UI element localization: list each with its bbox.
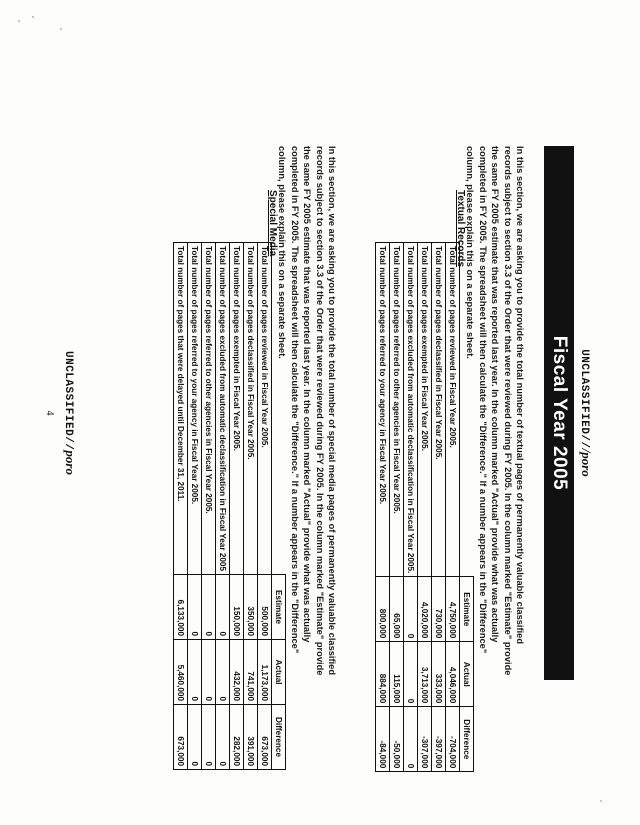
row-actual: 0 (202, 639, 216, 704)
table-row (376, 242, 390, 771)
row-estimate: 0 (188, 574, 202, 639)
page-title: Fiscal Year 2005 (544, 146, 574, 680)
row-label: Total number of pages referred to other agencies in Fiscal Year 2005. (390, 242, 404, 576)
scan-speckle (18, 20, 20, 22)
row-difference: 0 (188, 704, 202, 769)
table-row (230, 242, 244, 769)
row-actual: 0 (188, 639, 202, 704)
row-estimate: 730,000 (432, 576, 446, 641)
row-estimate: 65,000 (390, 576, 404, 641)
table-row (418, 242, 432, 771)
row-actual: 741,000 (244, 639, 258, 704)
classification-marking-top (578, 42, 594, 784)
row-estimate: 350,000 (244, 574, 258, 639)
row-difference: 673,000 (258, 704, 272, 769)
col-header-actual: Actual (460, 641, 474, 706)
row-actual: 5,460,000 (174, 639, 188, 704)
scan-speckle (600, 800, 602, 802)
row-label: Total number of pages reviewed in Fiscal Year 2005. (258, 242, 272, 574)
table-row (188, 242, 202, 769)
row-label: Total number of pages referred to other agencies in Fiscal Year 2005. (202, 242, 216, 574)
page-number: 4 (44, 410, 55, 415)
row-label: Total number of pages reviewed in Fiscal Year 2005. (446, 242, 460, 576)
row-estimate: 0 (404, 576, 418, 641)
table-row (446, 242, 460, 771)
col-header-difference: Difference (272, 704, 286, 769)
row-label: Total number of pages excluded from automatic declassification in Fiscal Year 2005 (216, 242, 230, 574)
table-row (404, 242, 418, 771)
row-label: Total number of pages exempted in Fiscal Year 2005. (230, 242, 244, 574)
document-body (40, 42, 600, 784)
row-label: Total number of pages excluded from automatic declassification in Fiscal Year 2005. (404, 242, 418, 576)
row-estimate: 4,750,000 (446, 576, 460, 641)
classification-text-bottom: UNCLASSIFIED// (62, 350, 74, 450)
row-actual: 4,046,000 (446, 641, 460, 706)
row-estimate: 150,000 (230, 574, 244, 639)
table-row (216, 242, 230, 769)
table-row (432, 242, 446, 771)
row-actual: 1,173,000 (258, 639, 272, 704)
col-header-estimate: Estimate (460, 576, 474, 641)
special-media-table (173, 242, 286, 770)
classification-handwriting-top: /poro (579, 448, 594, 477)
row-estimate: 6,133,000 (174, 574, 188, 639)
special-media-section-heading: Special Media (267, 189, 278, 256)
row-difference: 282,000 (230, 704, 244, 769)
table-row-total (174, 242, 188, 769)
row-difference: 0 (216, 704, 230, 769)
table-row (202, 242, 216, 769)
textual-section-heading: Textual Records (455, 189, 466, 267)
row-actual: 0 (216, 639, 230, 704)
row-actual: 0 (404, 641, 418, 706)
row-actual: 115,000 (390, 641, 404, 706)
col-header-estimate: Estimate (272, 574, 286, 639)
scan-speckle (60, 28, 62, 30)
textual-section-intro: In this section, we are asking you to provide the total number of textual pages of permanently valuable classified records subject to section 3.3 of the Order that were reviewed during FY 2005. In the column marked "Estimate" provide the same FY 2005 estimate that was reported last year. In the column marked "Actual" provide what was actually completed in FY 2005. The spreadsheet will then calculate the "Difference." If a number appears in the "Difference" column, please explain this on a separate sheet. (465, 145, 525, 675)
col-header-blank (460, 242, 474, 576)
row-estimate: 4,020,000 (418, 576, 432, 641)
classification-text-top: UNCLASSIFIED// (578, 348, 590, 449)
row-label: Total number of pages declassified in Fiscal Year 2005. (432, 242, 446, 576)
row-difference: 0 (404, 706, 418, 771)
row-actual: 432,000 (230, 639, 244, 704)
row-label: Total number of pages referred to your agency in Fiscal Year 2005. (188, 242, 202, 574)
row-label: Total number of pages that were delayed until December 31, 2011. (174, 242, 188, 574)
row-actual: 333,000 (432, 641, 446, 706)
rotated-page-content (40, 42, 600, 784)
scan-speckle (32, 16, 34, 18)
classification-marking-bottom (62, 42, 78, 784)
row-estimate: 0 (216, 574, 230, 639)
row-estimate: 0 (202, 574, 216, 639)
table-row (258, 242, 272, 769)
col-header-actual: Actual (272, 639, 286, 704)
col-header-difference: Difference (460, 706, 474, 771)
row-estimate: 800,000 (376, 576, 390, 641)
table-header-row (460, 242, 474, 771)
col-header-blank (272, 242, 286, 574)
classification-handwriting-bottom: poro (63, 449, 78, 475)
row-difference: 391,000 (244, 704, 258, 769)
row-label: Total number of pages declassified in Fiscal Year 2005. (244, 242, 258, 574)
special-media-section-intro: In this section, we are asking you to provide the total number of special media pages of permanently valuable classified records subject to section 3.3 of the Order that were reviewed during FY 2005. In the column marked "Estimate" provide the same FY 2005 estimate that was reported last year. In the column marked "Actual" provide what was actually completed in FY 2005. The spreadsheet will then calculate the "Difference." If a number appears in the "Difference" column, please explain this on a separate sheet. (277, 145, 337, 675)
row-actual: 3,713,000 (418, 641, 432, 706)
row-difference: -307,000 (418, 706, 432, 771)
row-difference: -397,000 (432, 706, 446, 771)
row-difference: -704,000 (446, 706, 460, 771)
table-row (390, 242, 404, 771)
row-difference: -84,000 (376, 706, 390, 771)
row-difference: 673,000 (174, 704, 188, 769)
row-estimate: 500,000 (258, 574, 272, 639)
row-actual: 884,000 (376, 641, 390, 706)
row-difference: -50,000 (390, 706, 404, 771)
table-row (244, 242, 258, 769)
row-difference: 0 (202, 704, 216, 769)
row-label: Total number of pages exempted in Fiscal Year 2005. (418, 242, 432, 576)
row-label: Total number of pages referred to your agency in Fiscal Year 2005. (376, 242, 390, 576)
textual-records-table (375, 242, 474, 772)
table-header-row (272, 242, 286, 769)
